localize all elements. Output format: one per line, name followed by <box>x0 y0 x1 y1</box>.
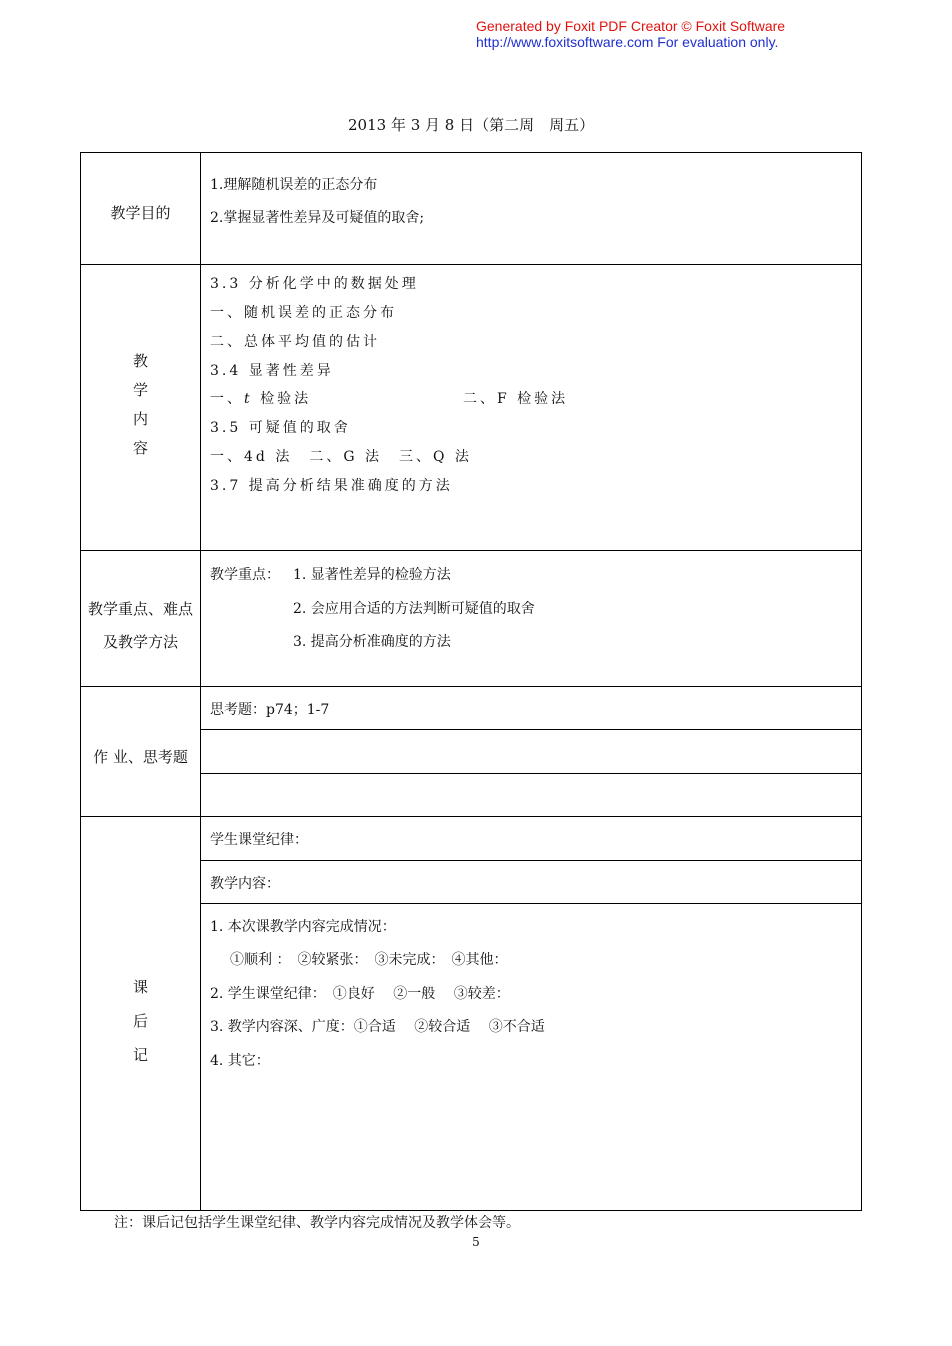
t-symbol: t <box>244 391 253 407</box>
row-divider <box>200 773 861 774</box>
objective-line-1: 1.理解随机误差的正态分布 <box>210 177 378 193</box>
row-divider <box>200 903 861 904</box>
footnote: 注：课后记包括学生课堂纪律、教学内容完成情况及教学体会等。 <box>114 1215 520 1231</box>
page-number: 5 <box>472 1235 480 1249</box>
after-class-label-char: 后 <box>132 1012 148 1030</box>
t-test-prefix: 一、 <box>210 391 244 407</box>
keypoint-item: 2. 会应用合适的方法判断可疑值的取舍 <box>293 601 535 617</box>
after-class-label-char: 课 <box>132 978 148 996</box>
keypoint-item: 1. 显著性差异的检验方法 <box>293 567 451 583</box>
homework-line: 思考题：p74；1-7 <box>210 702 330 718</box>
content-field-label: 教学内容： <box>210 876 280 892</box>
content-label-char: 内 <box>132 410 148 428</box>
content-line: 3.7 提高分析结果准确度的方法 <box>210 478 453 494</box>
content-line: 3.5 可疑值的取舍 <box>210 420 351 436</box>
content-label-char: 容 <box>132 439 148 457</box>
row-divider <box>81 686 861 687</box>
column-divider <box>200 153 201 1210</box>
content-line: 二、总体平均值的估计 <box>210 334 380 350</box>
watermark-line-1: Generated by Foxit PDF Creator © Foxit Software <box>476 18 786 34</box>
row-divider <box>200 729 861 730</box>
after-class-label <box>81 970 200 1072</box>
t-test-suffix: 检验法 <box>252 391 312 407</box>
content-line: 3.4 显著性差异 <box>210 363 334 379</box>
content-label-char: 学 <box>132 381 148 399</box>
depth-line: 3. 教学内容深、广度：①合适 ②较合适 ③不合适 <box>210 1019 545 1035</box>
watermark-line-2: http://www.foxitsoftware.com For evaluation only. <box>476 34 779 50</box>
keypoint-item: 3. 提高分析准确度的方法 <box>293 634 451 650</box>
content-label-char: 教 <box>132 352 148 370</box>
keypoints-prefix: 教学重点： <box>210 567 280 583</box>
lesson-plan-table <box>80 152 862 1211</box>
homework-label: 作 业、思考题 <box>93 748 188 766</box>
row-divider <box>81 816 861 817</box>
row-divider <box>200 860 861 861</box>
other-line: 4. 其它： <box>210 1053 270 1069</box>
keypoints-label-line-2: 及教学方法 <box>102 633 178 651</box>
content-line: 一、4d 法 二、G 法 三、Q 法 <box>210 449 472 465</box>
row-divider <box>81 550 861 551</box>
keypoints-label-line-1: 教学重点、难点 <box>87 600 193 618</box>
completion-line: 1. 本次课教学内容完成情况： <box>210 919 396 935</box>
content-label <box>81 347 200 463</box>
objective-label: 教学目的 <box>110 204 171 222</box>
f-test-line: 二、F 检验法 <box>463 391 569 407</box>
evaluation-watermark <box>476 18 785 50</box>
completion-options: ①顺利 ： ②较紧张： ③未完成： ④其他： <box>230 952 508 968</box>
discipline-field-label: 学生课堂纪律： <box>210 832 308 848</box>
objective-line-2: 2.掌握显著性差异及可疑值的取舍; <box>210 210 425 226</box>
t-test-line <box>210 388 311 408</box>
lesson-date: 2013 年 3 月 8 日（第二周 周五） <box>348 116 595 134</box>
row-divider <box>81 264 861 265</box>
content-line: 3.3 分析化学中的数据处理 <box>210 276 419 292</box>
content-line: 一、随机误差的正态分布 <box>210 305 397 321</box>
after-class-label-char: 记 <box>132 1046 148 1064</box>
discipline-line: 2. 学生课堂纪律： ①良好 ②一般 ③较差： <box>210 986 510 1002</box>
